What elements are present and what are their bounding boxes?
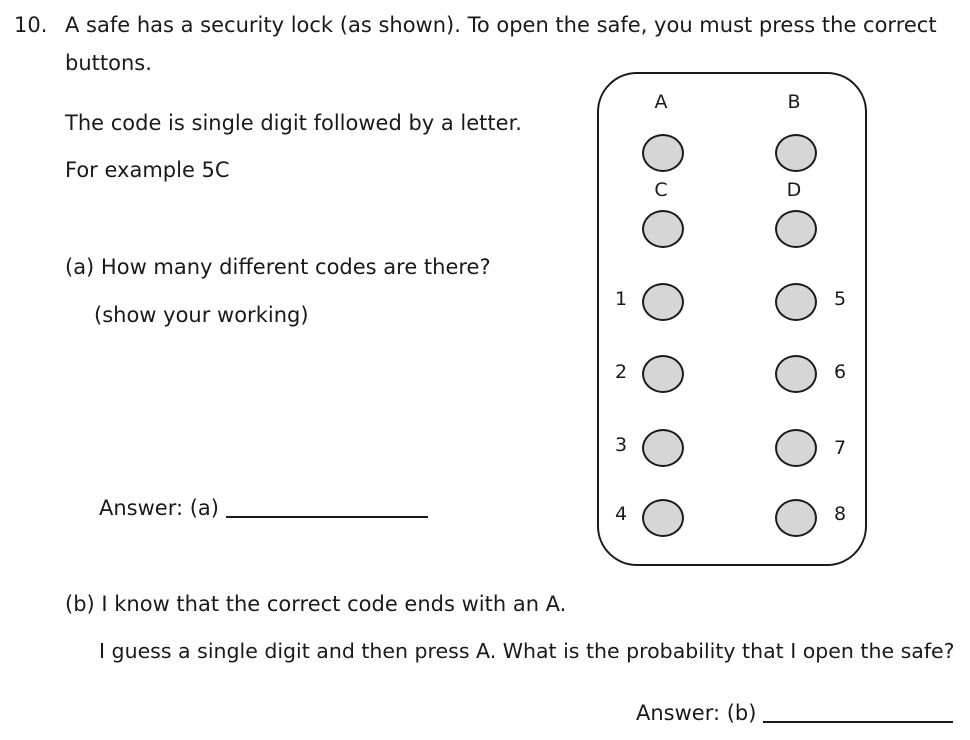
lock-button-a[interactable] (642, 134, 684, 172)
code-description: The code is single digit followed by a letter. (65, 111, 522, 135)
lock-button-6[interactable] (775, 355, 817, 393)
part-b-answer-label: Answer: (b) (636, 701, 757, 725)
safe-lock-panel (597, 72, 867, 566)
lock-button-d[interactable] (775, 210, 817, 248)
part-a-answer-label: Answer: (a) (99, 496, 219, 520)
question-number: 10. (14, 13, 48, 37)
lock-button-2[interactable] (642, 355, 684, 393)
part-a-prompt: (a) How many different codes are there? (65, 255, 491, 279)
lock-button-8[interactable] (775, 499, 817, 537)
lock-label-2: 2 (614, 361, 628, 383)
lock-button-b[interactable] (775, 134, 817, 172)
question-intro-line2: buttons. (65, 51, 152, 75)
lock-button-1[interactable] (642, 283, 684, 321)
lock-label-d: D (786, 179, 802, 201)
part-b-answer-line[interactable] (763, 721, 953, 723)
lock-button-7[interactable] (775, 429, 817, 467)
code-example: For example 5C (65, 158, 230, 182)
question-intro-line1: A safe has a security lock (as shown). To open the safe, you must press the correct (65, 13, 937, 37)
lock-label-7: 7 (833, 437, 847, 459)
lock-label-5: 5 (833, 288, 847, 310)
lock-label-1: 1 (614, 288, 628, 310)
part-b-prompt: (b) I know that the correct code ends with an A. (65, 592, 567, 616)
lock-label-a: A (654, 91, 668, 113)
lock-button-4[interactable] (642, 499, 684, 537)
part-a-answer-line[interactable] (226, 516, 428, 518)
lock-label-3: 3 (614, 434, 628, 456)
part-b-detail: I guess a single digit and then press A. What is the probability that I open the safe? (99, 639, 955, 663)
part-a-hint: (show your working) (94, 303, 309, 327)
lock-label-4: 4 (614, 503, 628, 525)
lock-button-c[interactable] (642, 210, 684, 248)
lock-label-b: B (787, 91, 801, 113)
lock-label-8: 8 (833, 503, 847, 525)
lock-button-5[interactable] (775, 283, 817, 321)
lock-label-c: C (654, 179, 668, 201)
lock-button-3[interactable] (642, 429, 684, 467)
lock-label-6: 6 (833, 361, 847, 383)
